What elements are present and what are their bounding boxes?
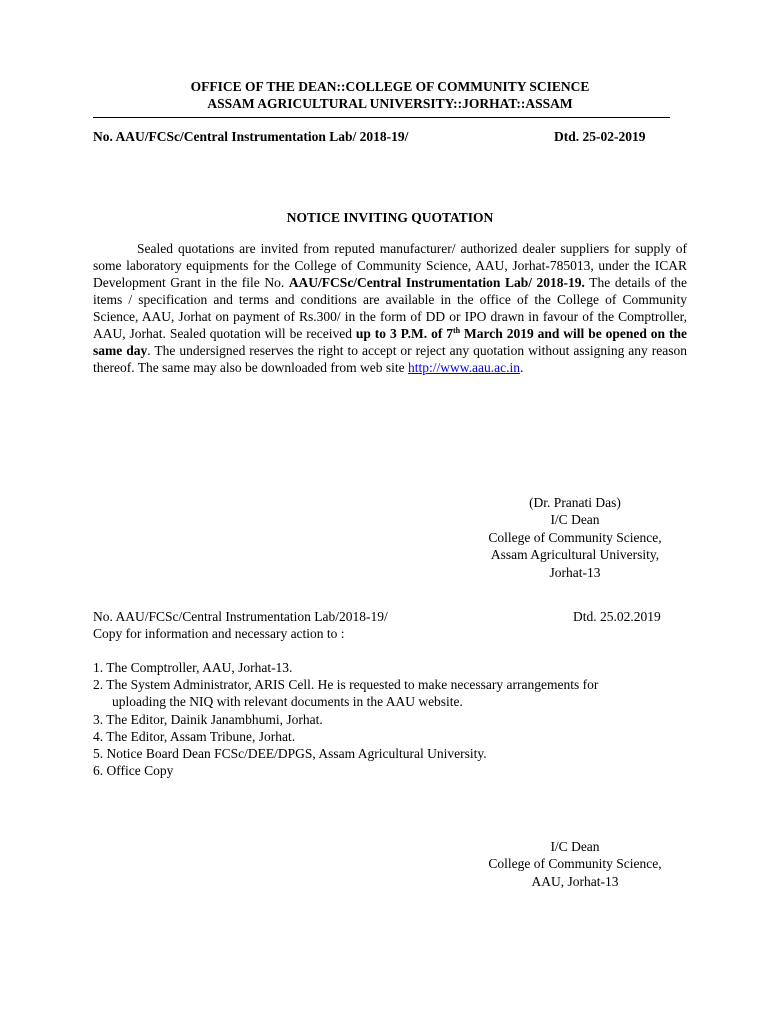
list-item: 1. The Comptroller, AAU, Jorhat-13. [93, 660, 293, 675]
signature-block [455, 494, 695, 581]
copy-reference-date: Dtd. 25.02.2019 [573, 609, 661, 624]
notice-text-3: . The undersigned reserves the right to accept or reject any quotation without assigning any reason thereof. The same may also be downloaded from web site [93, 343, 688, 375]
signatory-name: (Dr. Pranati Das) [529, 495, 621, 510]
website-link[interactable]: http://www.aau.ac.in [408, 360, 520, 375]
copy-signature-block [455, 838, 695, 890]
reference-date: Dtd. 25-02-2019 [554, 129, 646, 144]
signatory-college: College of Community Science, [488, 529, 662, 545]
copy-recipient-list [93, 659, 693, 779]
notice-text-1: Sealed quotations are invited from reputed manufacturer/ authorized dealer suppliers for supply of some laboratory equipments for the College of Community Science, AAU, Jorhat-785013, under the ICAR Development Grant in the file No. [93, 241, 687, 290]
notice-title: NOTICE INVITING QUOTATION [286, 210, 494, 225]
copy-signatory-place: AAU, Jorhat-13 [531, 873, 619, 889]
signatory-university: Assam Agricultural University, [490, 547, 660, 563]
notice-file-number: AAU/FCSc/Central Instrumentation Lab/ 2018-19. [288, 275, 585, 290]
header-divider [93, 117, 670, 118]
notice-deadline: up to 3 P.M. of 7th March 2019 and will be opened on the same day [93, 326, 687, 358]
reference-number: No. AAU/FCSc/Central Instrumentation Lab/ 2018-19/ [93, 129, 409, 144]
list-item: 6. Office Copy [93, 763, 174, 779]
copy-signatory-college: College of Community Science, [488, 856, 662, 872]
signatory-place: Jorhat-13 [549, 564, 601, 580]
copy-signatory-designation: I/C Dean [550, 839, 600, 854]
office-header-line1: OFFICE OF THE DEAN::COLLEGE OF COMMUNITY SCIENCE [190, 79, 590, 94]
notice-body: Sealed quotations are invited from reputed manufacturer/ authorized dealer suppliers for supply of some laboratory equipments for the College of Community Science, AAU, Jorhat-785013, under the ICAR Development Grant in the file No. AAU/FCSc/Central Instrumentation Lab/ 2018-19. The details of the items / specification and terms and conditions are available in the office of the College of Community Science, AAU, Jorhat on payment of Rs.300/ in the form of DD or IPO drawn in favour of the Comptroller, AAU, Jorhat. Sealed quotation will be received up to 3 P.M. of 7th March 2019 and will be opened on the same day. The undersigned reserves the right to accept or reject any quotation without assigning any reason thereof. The same may also be downloaded from web site http://www.aau.ac.in. [93, 241, 688, 375]
signatory-designation: I/C Dean [550, 512, 600, 528]
list-item: uploading the NIQ with relevant documents in the AAU website. [112, 694, 463, 710]
list-item: 5. Notice Board Dean FCSc/DEE/DPGS, Assam Agricultural University. [93, 746, 487, 762]
list-item: 3. The Editor, Dainik Janambhumi, Jorhat. [93, 711, 323, 727]
notice-text-2: The details of the items / specification and terms and conditions are available in the office of the College of Community Science, AAU, Jorhat on payment of Rs.300/ in the form of DD or IPO drawn in favour of the Comptroller, AAU, Jorhat. Sealed quotation will be received [93, 275, 687, 341]
copy-intro: Copy for information and necessary action to : [93, 626, 345, 641]
office-header-line2: ASSAM AGRICULTURAL UNIVERSITY::JORHAT::ASSAM [207, 96, 573, 111]
list-item: 4. The Editor, Assam Tribune, Jorhat. [93, 728, 296, 744]
list-item: 2. The System Administrator, ARIS Cell. He is requested to make necessary arrangements for [93, 677, 599, 693]
copy-reference-number: No. AAU/FCSc/Central Instrumentation Lab/2018-19/ [93, 609, 388, 624]
